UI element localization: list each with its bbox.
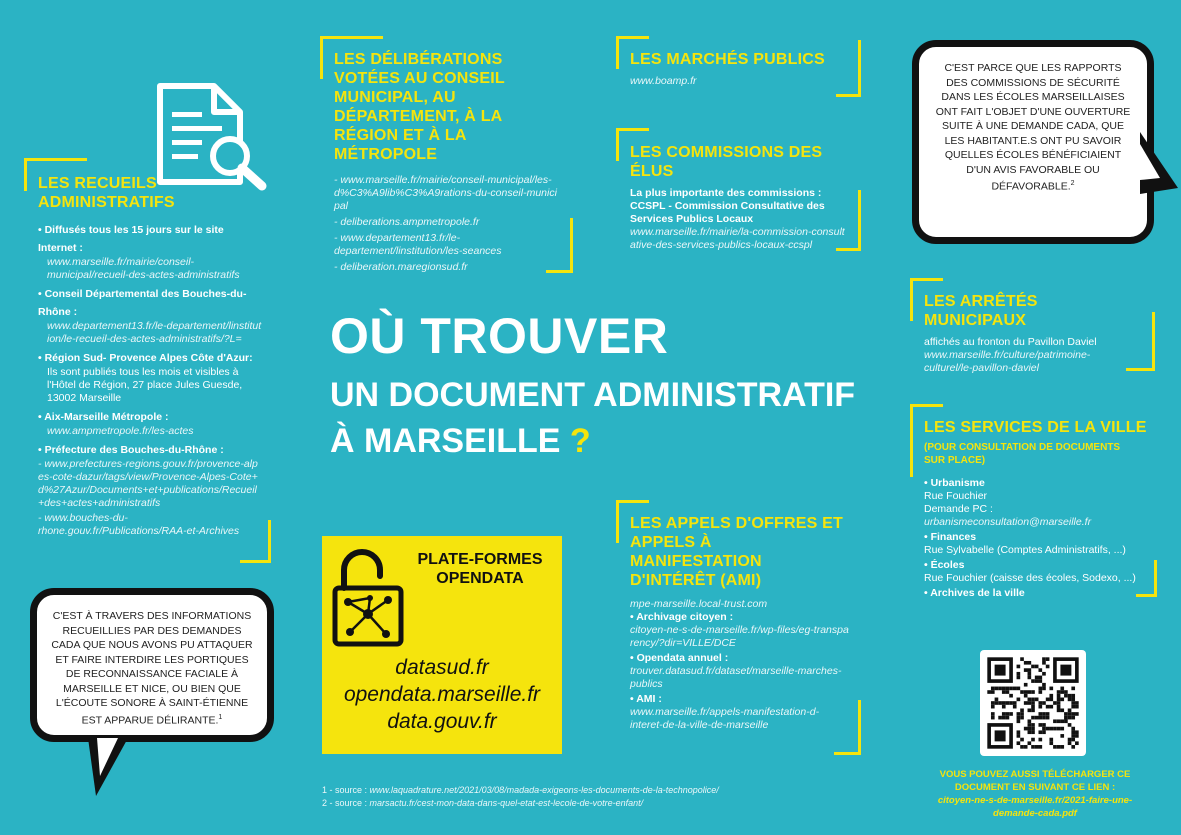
appels-link[interactable]: citoyen-ne-s-de-marseille.fr/wp-files/eg-transparency/?dir=VILLE/DCE: [630, 624, 849, 649]
appels-label: AMI :: [636, 693, 662, 705]
opendata-title-line1: PLATE-FORMES: [417, 551, 543, 568]
prefecture-link[interactable]: www.prefectures-regions.gouv.fr/provence-alpes-cote-dazur/tags/view/Provence-Alpes-Cote+d%27Azur/Documents+et+publications/Recueil+des+actes+administratifs: [38, 458, 258, 509]
services-list: [924, 477, 1149, 600]
deliberations-list: [334, 174, 560, 274]
commissions-title: LES COMMISSIONS DES ÉLUS: [630, 144, 823, 180]
opendata-title-line2: OPENDATA: [436, 570, 524, 587]
list-item: • Urbanisme Rue Fouchier Demande PC : urbanismeconsultation@marseille.fr: [924, 477, 1149, 529]
qr-code-graphic: [980, 650, 1086, 756]
deliberation-link[interactable]: deliberation.maregionsud.fr: [340, 261, 468, 273]
list-item: - www.bouches-du-rhone.gouv.fr/Publications/RAA-et-Archives: [38, 512, 240, 537]
recueils-list: [38, 220, 262, 538]
deliberations-title: LES DÉLIBÉRATIONS VOTÉES AU CONSEIL MUNICIPAL, AU DÉPARTEMENT, À LA RÉGION ET À LA MÉTROPOLE: [334, 51, 505, 163]
speech-bubble-top: [912, 40, 1154, 244]
service-line: Rue Fouchier: [924, 490, 988, 502]
download-section: [920, 768, 1150, 820]
arretes-title: LES ARRÊTÉS MUNICIPAUX: [924, 293, 1038, 329]
service-line: Rue Sylvabelle (Comptes Administratifs, ...): [924, 544, 1126, 556]
list-item: • Opendata annuel : trouver.datasud.fr/dataset/marseille-marches-publics: [630, 652, 850, 691]
footnote-link[interactable]: marsactu.fr/cest-mon-data-dans-quel-etat-est-lecole-de-votre-enfant/: [369, 798, 644, 808]
bubble-tail-top-icon: [1140, 132, 1180, 202]
recueils-title: LES RECUEILS ADMINISTRATIFS: [38, 175, 175, 211]
list-item: • Conseil Départemental des Bouches-du-Rhône : www.departement13.fr/le-departement/linstitution/le-recueil-des-actes-administratifs/?L=: [38, 288, 262, 345]
list-item: • Archivage citoyen : citoyen-ne-s-de-marseille.fr/wp-files/eg-transparency/?dir=VILLE/DCE: [630, 611, 849, 649]
bubble-top-text: C'EST PARCE QUE LES RAPPORTS DES COMMISSIONS DE SÉCURITÉ DANS LES ÉCOLES MARSEILLAISES ONT FAIT L'OBJET D'UNE OUVERTURE SUITE À UNE DEMANDE CADA, QUE LES HABITANT.E.S ONT PU SAVOIR QUELLES ÉCOLES BÉNÉFICIAIENT D'UN AVIS FAVORABLE OU DÉFAVORABLE.: [935, 62, 1131, 193]
list-item: • Écoles Rue Fouchier (caisse des écoles, Sodexo, ...): [924, 559, 1149, 585]
appels-list: [630, 611, 850, 732]
appels-first-link[interactable]: mpe-marseille.local-trust.com: [630, 598, 768, 610]
services-subtitle: (POUR CONSULTATION DE DOCUMENTS SUR PLACE): [924, 442, 1121, 466]
appels-link[interactable]: www.marseille.fr/appels-manifestation-d-interet-de-la-ville-de-marseille: [630, 706, 820, 731]
service-prefix: Demande PC :: [924, 503, 993, 515]
opendata-box: [322, 536, 562, 754]
main-title-line3: À MARSEILLE: [330, 422, 561, 460]
commissions-name: CCSPL - Commission Consultative des Services Publics Locaux: [630, 200, 825, 225]
recueils-link[interactable]: www.ampmetropole.fr/les-actes: [47, 425, 194, 437]
appels-link[interactable]: trouver.datasud.fr/dataset/marseille-marches-publics: [630, 665, 842, 690]
opendata-link[interactable]: opendata.marseille.fr: [343, 683, 541, 706]
main-title-line1: OÙ TROUVER: [330, 308, 669, 364]
appels-label: Opendata annuel :: [636, 652, 729, 664]
list-item: • Diffusés tous les 15 jours sur le site Internet : www.marseille.fr/mairie/conseil-municipal/recueil-des-actes-administratifs: [38, 220, 262, 282]
footnote: 1 - source : www.laquadrature.net/2021/03/08/madada-exigeons-les-documents-de-la-technopolice/: [322, 785, 719, 795]
service-label: Écoles: [930, 559, 965, 571]
commissions-intro: La plus importante des commissions :: [630, 187, 822, 199]
marches-title: LES MARCHÉS PUBLICS: [630, 51, 825, 68]
speech-bubble-bottom: [30, 588, 274, 742]
download-text: VOUS POUVEZ AUSSI TÉLÉCHARGER CE DOCUMENT EN SUIVANT CE LIEN :: [939, 769, 1131, 793]
arretes-section: [924, 292, 1144, 375]
service-email[interactable]: urbanismeconsultation@marseille.fr: [924, 516, 1092, 528]
list-item: • Archives de la ville: [924, 587, 1025, 599]
bubble-top-note: 2: [1070, 180, 1075, 187]
service-label: Finances: [930, 531, 977, 543]
footnote-link[interactable]: www.laquadrature.net/2021/03/08/madada-exigeons-les-documents-de-la-technopolice/: [369, 785, 719, 795]
bubble-bottom-text: C'EST À TRAVERS DES INFORMATIONS RECUEILLIES PAR DES DEMANDES CADA QUE NOUS AVONS PU ATTAQUER ET FAIRE INTERDIRE LES PORTIQUES DE RECONNAISSANCE FACIALE À MARSEILLE ET NICE, OU BIEN QUE L'ÉCOUTE SONORE À SAINT-ÉTIENNE EST APPARUE DÉLIRANTE.: [51, 610, 253, 726]
main-title: [330, 306, 890, 464]
recueils-link[interactable]: www.departement13.fr/le-departement/linstitution/le-recueil-des-actes-administratifs/?L=: [47, 320, 262, 345]
deliberation-link[interactable]: www.departement13.fr/le-departement/linstitution/les-seances: [334, 232, 502, 257]
service-line: Rue Fouchier (caisse des écoles, Sodexo, ...): [924, 572, 1136, 584]
appels-title: LES APPELS D'OFFRES ET APPELS À MANIFESTATION D'INTÉRÊT (AMI): [630, 515, 843, 589]
download-link[interactable]: citoyen-ne-s-de-marseille.fr/2021-faire-une-demande-cada.pdf: [937, 795, 1133, 819]
footnotes: [322, 784, 842, 810]
deliberation-link[interactable]: deliberations.ampmetropole.fr: [340, 216, 480, 228]
services-title: LES SERVICES DE LA VILLE: [924, 419, 1147, 436]
list-item: - www.marseille.fr/mairie/conseil-municipal/les-d%C3%A9lib%C3%A9rations-du-conseil-municipal: [334, 174, 557, 212]
bubble-tail-icon: [82, 738, 132, 800]
list-item: - www.prefectures-regions.gouv.fr/provence-alpes-cote-dazur/tags/view/Provence-Alpes-Cote+d%27Azur/Documents+et+publications/Recueil+des+actes+administratifs: [38, 458, 258, 509]
opendata-link[interactable]: data.gouv.fr: [387, 710, 497, 733]
arretes-link[interactable]: www.marseille.fr/culture/patrimoine-culturel/le-pavillon-daviel: [924, 349, 1091, 374]
service-label: Urbanisme: [930, 477, 985, 489]
recueils-link[interactable]: www.marseille.fr/mairie/conseil-municipal/recueil-des-actes-administratifs: [47, 256, 240, 281]
list-item: • Finances Rue Sylvabelle (Comptes Administratifs, ...): [924, 531, 1149, 557]
bubble-bottom-note: 1: [218, 713, 223, 721]
list-item: - deliberation.maregionsud.fr: [334, 261, 468, 273]
appels-label: Archivage citoyen :: [636, 611, 734, 623]
main-title-qmark: ?: [569, 422, 591, 460]
list-item: • Région Sud- Provence Alpes Côte d'Azur: Ils sont publiés tous les mois et visibles à l'Hôtel de Région, 27 place Jules Guesde, 13002 Marseille: [38, 348, 262, 405]
services-section: [924, 418, 1149, 600]
list-item: • AMI : www.marseille.fr/appels-manifestation-d-interet-de-la-ville-de-marseille: [630, 693, 850, 732]
deliberations-section: [334, 50, 560, 274]
recueils-section: [38, 174, 262, 538]
footnote: 2 - source : marsactu.fr/cest-mon-data-dans-quel-etat-est-lecole-de-votre-enfant/: [322, 798, 644, 808]
deliberation-link[interactable]: www.marseille.fr/mairie/conseil-municipal/les-d%C3%A9lib%C3%A9rations-du-conseil-municipal: [334, 174, 557, 212]
marches-section: [630, 50, 850, 88]
main-title-line2: UN DOCUMENT ADMINISTRATIF: [330, 376, 856, 414]
arretes-text: affichés au fronton du Pavillon Daviel: [924, 336, 1097, 348]
opendata-link[interactable]: datasud.fr: [395, 656, 489, 679]
marches-link[interactable]: www.boamp.fr: [630, 75, 697, 87]
commissions-section: [630, 143, 850, 252]
unlocked-padlock-network-icon: [330, 546, 410, 648]
prefecture-link[interactable]: www.bouches-du-rhone.gouv.fr/Publications/RAA-et-Archives: [38, 512, 240, 537]
list-item: • Aix-Marseille Métropole : www.ampmetropole.fr/les-actes: [38, 407, 262, 438]
commissions-link[interactable]: www.marseille.fr/mairie/la-commission-consultative-des-services-publics-locaux-ccspl: [630, 226, 845, 251]
qr-code-icon[interactable]: [980, 650, 1086, 756]
list-item: - deliberations.ampmetropole.fr: [334, 216, 480, 228]
appels-section: [630, 514, 850, 732]
list-item: - www.departement13.fr/le-departement/linstitution/les-seances: [334, 232, 502, 257]
recueils-text: Ils sont publiés tous les mois et visibles à l'Hôtel de Région, 27 place Jules Guesde, 13002 Marseille: [47, 366, 243, 404]
service-label: Archives de la ville: [930, 587, 1025, 599]
list-item: • Préfecture des Bouches-du-Rhône :: [38, 444, 224, 456]
